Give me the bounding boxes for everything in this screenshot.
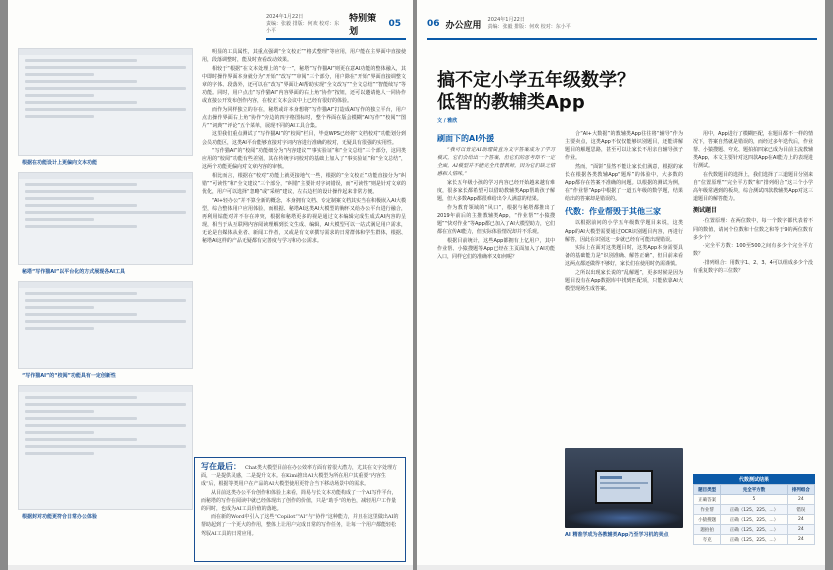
box-paragraph: 从目前这类办公平台创作和体验上来看，简易与长文本功能构成了一个AI写作平台，而秘塔的写作在阅读中就已经体现出了创作的价值，只是“助手”的角色，减轻用户工作量的同时，也成为AI工具价值的落地。 bbox=[201, 489, 397, 513]
article-column-3 bbox=[693, 130, 813, 276]
table-header-row bbox=[694, 485, 815, 495]
paragraph: 用中，App进行了模糊匹配，在题目都不一样的情况下，答案自然就是错误的，而经过多年迭代后，作业帮、小猿搜题、夸克、题拍拍四家已成为目前主流教辅类App，本文主要针对这四款App在AI能力上的表现进行测试。 bbox=[693, 131, 814, 170]
paragraph: 在代数题目的选择上，我们选择了三道题目分别来自“位置原理”“完全平方数”和“排列组合”这三个小学高年级常遇到的板块，综合测试四款教辅类App对这三道题目的解答能力。 bbox=[693, 171, 814, 203]
screenshot-figure bbox=[18, 385, 193, 510]
subheading: 代数：作业帮毁于其他三家 bbox=[565, 207, 661, 217]
table-cell: 24 bbox=[787, 495, 814, 505]
left-page bbox=[8, 0, 413, 570]
classroom-photo bbox=[565, 448, 683, 528]
figure-column bbox=[18, 48, 193, 526]
article-body bbox=[202, 48, 406, 246]
test-item: ·位置原理：在两位数中，每一个数字都代表着不同的数值，请问个位数和十位数之和等于9的两位数有多少个？ bbox=[693, 218, 813, 241]
header-meta: 责编：张毅 排版：何欢 校对：东小平 bbox=[487, 24, 571, 30]
page-number: 05 bbox=[388, 19, 401, 29]
right-page-header bbox=[427, 10, 587, 38]
page-footer bbox=[8, 565, 413, 570]
figure-caption: 秘塔“写作猫AI”以平台化的方式展现各AI工具 bbox=[22, 269, 126, 275]
table-cell: 题拍拍 bbox=[694, 525, 721, 535]
table-cell: 5 bbox=[721, 495, 788, 505]
paragraph: 相比而言，根据在“校对”功能上就更接地气一些，根据的“全文校正”功能直接分为“纠错”“可读性”和“全文建议”三个部分，“纠错”主要针对字词错误，而“可读性”则是针对文章的优化，用户可以选择“忽略”或“采纳”建议，左右边栏的设计操作起来非常方便。 bbox=[202, 172, 406, 196]
table-cell: 24 bbox=[787, 535, 814, 545]
paragraph: 根据目前统计，这些App都拥有上亿用户，其中作业帮、小猿搜题等App已经在主页面加入了AI功能入口，同样它们的准确率又如何呢？ bbox=[437, 237, 555, 260]
header-divider bbox=[266, 38, 406, 40]
article-column-1 bbox=[437, 130, 555, 261]
section-title: 特别策划 bbox=[349, 14, 377, 37]
article-title bbox=[437, 70, 817, 114]
header-meta: 责编：张毅 排版：何欢 校对：东小平 bbox=[266, 20, 340, 34]
table-cell: 正确（125、225、...） bbox=[721, 535, 788, 545]
subheading: 刷面下的AI外援 bbox=[437, 134, 495, 143]
table-row bbox=[694, 515, 815, 525]
screenshot-figure bbox=[18, 281, 193, 369]
paragraph: 实际上在面对这类题目时，这类App本身需要具备的基础能力是“识别准确、解答正确”，但目前来看这两点都还做得不够好，家长们在使用时仍需谨慎。 bbox=[565, 245, 683, 268]
author-byline: 文 / 雅欣 bbox=[437, 118, 458, 124]
figure-caption: 根据在功能设计上更偏向文本功能 bbox=[22, 160, 98, 166]
paragraph: 之所以出现家长说的“乱解题”，更多时候是因为题目没有在App数据库中找到匹配项，只能依靠AI大模型现场生成答案。 bbox=[565, 270, 683, 293]
table-cell: 作业帮 bbox=[694, 505, 721, 515]
paragraph: “写作猫AI”的“校阅”功能细分为“内容建议”“事实验证”和“全文总结”三个部分，这同类应用的“校阅”功能有些差别，其在传统字词校对的基础上加入了“事实验证”和“全文总结”，这两个功能更偏向对文章内容的审核。 bbox=[202, 148, 406, 171]
table-row bbox=[694, 495, 815, 505]
page-number: 06 bbox=[427, 19, 440, 29]
table-cell: 夸克 bbox=[694, 535, 721, 545]
box-title: 写在最后： bbox=[201, 462, 241, 471]
test-item: ·排列组合：用数字1、2、3、4可以组成多少个没有重复数字的三位数？ bbox=[693, 259, 813, 274]
figure-caption: 根据封对功能更符合日常办公体验 bbox=[22, 514, 98, 520]
magazine-spread bbox=[8, 0, 825, 570]
table-cell: 错误 bbox=[787, 505, 814, 515]
table-header-cell: 排列组合 bbox=[787, 485, 814, 495]
display-screen bbox=[595, 470, 653, 504]
paragraph: 然而，“面饼”显然不能让家长们满意，根据的家长在根据各类教辅App“题库”的体验中，大多数的App都存在答案不准确的问题。以根据的测试为例，在“作业帮”App中根据了一道五年级的数学题，结果给出的答案却是错误的。 bbox=[565, 163, 683, 203]
screenshot-figure bbox=[18, 172, 193, 265]
header-divider bbox=[427, 38, 817, 40]
closing-box bbox=[194, 457, 406, 562]
table-cell: 正确答案 bbox=[694, 495, 721, 505]
table-header-cell: 题目类型 bbox=[694, 485, 721, 495]
table-cell: 小猿搜题 bbox=[694, 515, 721, 525]
paragraph: 合“AI+大数据”的教辅类App往往将“辅导”作为主要卖点，这类App不仅仅能够识别题目，还能讲解题目的解题思路，甚至可以让家长不用亲自辅导孩子作业。 bbox=[565, 131, 683, 162]
article-column-2 bbox=[565, 130, 683, 294]
section-title: 办公应用 bbox=[445, 20, 482, 31]
table-cell: 24 bbox=[787, 515, 814, 525]
test-heading: 测试题目 bbox=[693, 207, 718, 215]
table-row bbox=[694, 525, 815, 535]
paragraph: 作为教育领域的“风口”，根据与秘塔都推出了2019年前后的主推教辅类App，“作业帮”“小猿搜题”“快对作业”等App都已加入了AI大模型助力，它们都在宣传AI能力，但实际体验情况却并不乐观。 bbox=[437, 204, 555, 236]
screenshot-figure bbox=[18, 48, 193, 156]
paragraph: 相较于“根据”在文本处理上的“专一”，秘塔“写作猫AI”则更在意AI功能的整体融入，其中即时操作界面本身就分为“开始”“改写”“审阅”三个部分，用户除在“开始”界面直接调整文章的字体、段落外，还可以在“改写”界面让AI帮助实现“全文改写”“全文总结”“智能续写”等功能。同时，用户点击“写作猫AI”内容界面的右上角“协作”按钮，还可以邀请他人一同协作或直接公开发布创作内容，在校正文本会议中上已经有很好的体验。 bbox=[202, 65, 406, 105]
results-table bbox=[693, 474, 815, 545]
table-row bbox=[694, 505, 815, 515]
table-row bbox=[694, 535, 815, 545]
table-cell: 24 bbox=[787, 525, 814, 535]
left-page-header bbox=[266, 10, 401, 38]
paragraph: 这里我们重点测试了“写作猫AI”的“校阅”栏目，毕竟WPS已经将“文档校对”功能划分到会员功能区，这类AI平台能够直接对字词内容进行准确的校对，无疑具有很强的实用性。 bbox=[202, 131, 406, 146]
paragraph: “AI+轻办公”并不算全新的概念，本身拥有文档、专定制案文档其实当在积极嵌入AI大模型，综合整体用户应用体验，而根据、秘塔AI这类AI大模型的胸怀又给办公平台进行融合，再利用钻能对并不存在冲突，根据和秘塔更多的视是通过文本编辑完成生成式AI内容的呈现，相当于从互联网内容阅读理解到长文生成、编辑，AI大模型可以一站式满足用户需求，无论是自媒体从业者、新闻工作者，又或是有文章撰写需求的日常群体和学生群体，根据、秘塔AI这样的产品无疑都有完善度与学习和办公需求。 bbox=[202, 197, 406, 245]
header-date: 2024年1月22日 bbox=[487, 17, 525, 23]
box-paragraph: Chat类大模型目前在办公效率方面有着很大潜力，尤其在文字处理方面，一是提供灵感，二是提升文本。在Kimi推出AI大模型为所在用户其重要“内容生成”后，根据等类用户在产品的AI大模型使用更符合当下移动场景中的需求。 bbox=[201, 465, 398, 488]
title-line-2: 低智的教辅类App bbox=[437, 92, 585, 113]
title-line-1: 搞不定小学五年级数学？ bbox=[437, 70, 635, 91]
box-paragraph: 而在新的Word中引入了这些“Copilot”“AI”与“协作”这种能力，并且在这里做出AI的帮助起到了一个更大的作用，整体上让用户完成日常的写作任务，让每一个用户都能轻松驾驭AI工具的日常应用。 bbox=[201, 514, 399, 537]
paragraph: 家长五年级小孩的学习内容已经开始越来越有难度，很多家长都希望可以借助教辅类App帮助孩子解题，但大多数App都很难给出令人满意的结果。 bbox=[437, 179, 555, 203]
table-cell: 正确（125、225、...） bbox=[721, 515, 788, 525]
photo-caption: AI 精准学成为各教辅类App乃至学习机的卖点 bbox=[565, 532, 669, 538]
paragraph: 以根据前问的小学五年级数学题目来说，这类App的AI大模型需要通过OCR识别题目内容，再进行解答，因此在识别这一步就已经有可能出现错误。 bbox=[565, 220, 683, 243]
figure-caption: “写作猫AI”的“校阅”功能具有一定创新性 bbox=[22, 373, 116, 379]
paragraph: 明显的工具属性，其重点强调“全文校正”“格式整理”等应用，用户能在主界面中直接使用，段落调整时，能及时查看改动效果。 bbox=[202, 49, 406, 64]
table-cell: 正确（125、225、...） bbox=[721, 525, 788, 535]
right-page bbox=[417, 0, 825, 570]
table-header-cell: 完全平方数 bbox=[721, 485, 788, 495]
header-date: 2024年1月22日 bbox=[266, 13, 304, 20]
page-footer bbox=[417, 565, 825, 570]
table-caption: 代数测试结果 bbox=[693, 474, 815, 484]
table-cell: 正确（125、225、...） bbox=[721, 505, 788, 515]
quote-paragraph: “我可以肯定AI助理简直为文字答案成为了学习模式，它们会给出一个答案，但它们的思考却不一定全面，AI模型并不能完全代替教师，因为它们缺乏情感和人情味。” bbox=[437, 147, 555, 178]
paragraph: 而作为同样独立的存在，秘塔或许本身想将“写作猫AI”打造成AI写作的独立平台，用户点击操作界面右上角“协作”旁边的四字格图标时，整个界面在版会模糊“AI写作”“校阅”“图片”“词典”“评论”五个菜单，展现不同的AI工具合集。 bbox=[202, 106, 406, 129]
test-item: ·完全平方数：100至500之间有多少个完全平方数？ bbox=[693, 243, 813, 258]
